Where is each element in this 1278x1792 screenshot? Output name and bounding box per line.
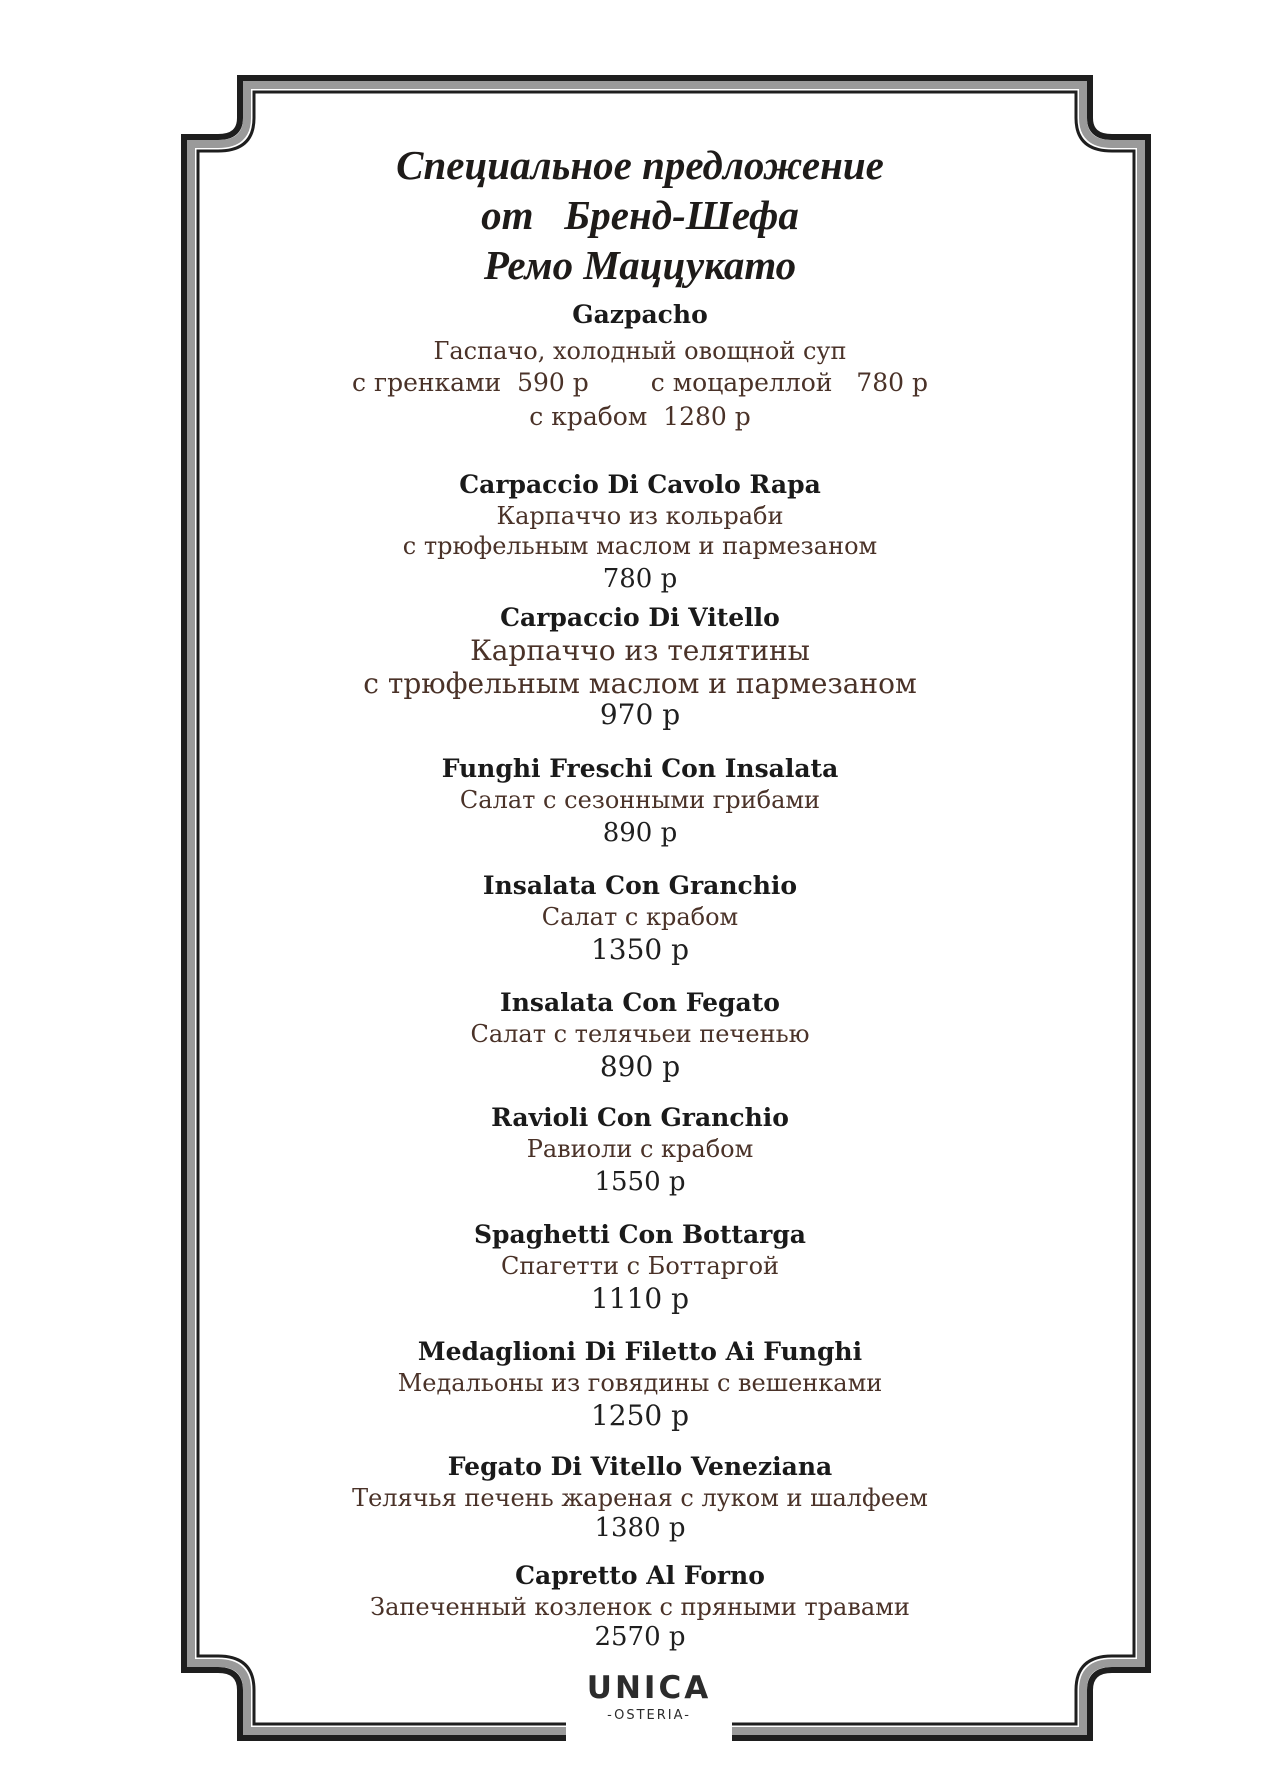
dish-price: 1380 р [594, 1513, 686, 1543]
dish-name: Gazpacho [572, 300, 708, 329]
dish-description: Салат с крабом [541, 903, 739, 931]
menu-item [240, 601, 1040, 730]
dish-name: Ravioli Con Granchio [491, 1103, 789, 1132]
menu-content [240, 140, 1040, 1652]
dish-price: 890 р [602, 818, 678, 848]
dish-price: 1350 р [590, 933, 690, 966]
dish-description: Салат с сезонными грибами [459, 786, 821, 814]
variant-croutons-price: с гренками 590 р [352, 368, 589, 397]
menu-item [240, 752, 1040, 851]
title-line-3: Ремо Маццукато [483, 242, 797, 288]
variant-mozzarella-price: с моцареллой 780 р [650, 368, 928, 397]
dish-name: Fegato Di Vitello Veneziana [447, 1452, 833, 1481]
menu-item [240, 986, 1040, 1085]
menu-item [240, 1101, 1040, 1200]
dish-description: Медальоны из говядины с вешенками [397, 1369, 883, 1397]
logo-sub-text: -OSTERIA- [607, 1708, 691, 1723]
dish-name: Funghi Freschi Con Insalata [441, 754, 839, 783]
dish-description: Гаспачо, холодный овощной суп [433, 337, 847, 365]
dish-description: Равиоли с крабом [526, 1135, 754, 1163]
dish-name: Capretto Al Forno [515, 1561, 765, 1590]
unica-osteria-logo [575, 1666, 723, 1736]
variant-crab-price: с крабом 1280 р [529, 402, 751, 431]
dish-description: Салат с телячьеи печенью [470, 1020, 810, 1048]
title-line-2: от Бренд-Шефа [481, 192, 799, 238]
menu-item [240, 468, 1040, 597]
dish-price: 1110 р [590, 1282, 690, 1315]
menu-item [240, 1450, 1040, 1543]
dish-price: 970 р [599, 698, 681, 731]
dish-name: Carpaccio Di Vitello [500, 603, 780, 632]
menu-item-gazpacho [240, 298, 1040, 434]
dish-description: Телячья печень жареная с луком и шалфеем [352, 1484, 928, 1512]
page-title [240, 140, 1040, 290]
dish-name: Spaghetti Con Bottarga [474, 1220, 806, 1249]
dish-price: 890 р [599, 1050, 681, 1083]
dish-description-line2: с трюфельным маслом и пармезаном [363, 667, 917, 700]
dish-description: Карпаччо из телятины [470, 634, 810, 667]
logo-main-text: UNICA [586, 1670, 712, 1706]
dish-name: Carpaccio Di Cavolo Rapa [459, 470, 821, 499]
title-line-1: Специальное предложение [396, 142, 884, 188]
dish-price: 780 р [602, 564, 678, 594]
dish-name: Insalata Con Fegato [500, 988, 780, 1017]
menu-item [240, 1559, 1040, 1652]
dish-description: Запеченный козленок с пряными травами [370, 1593, 910, 1621]
dish-price: 1250 р [590, 1399, 690, 1432]
dish-variants-row [240, 366, 1040, 400]
dish-name: Medaglioni Di Filetto Ai Funghi [417, 1337, 863, 1366]
menu-item [240, 1218, 1040, 1317]
dish-price: 1550 р [594, 1167, 686, 1197]
menu-item [240, 869, 1040, 968]
dish-price: 2570 р [594, 1622, 686, 1652]
dish-description: Спагетти с Боттаргой [500, 1252, 780, 1280]
dish-name: Insalata Con Granchio [482, 871, 798, 900]
dish-description: Карпаччо из кольраби [496, 502, 784, 530]
menu-item [240, 1335, 1040, 1434]
dish-description-line2: с трюфельным маслом и пармезаном [402, 532, 878, 560]
